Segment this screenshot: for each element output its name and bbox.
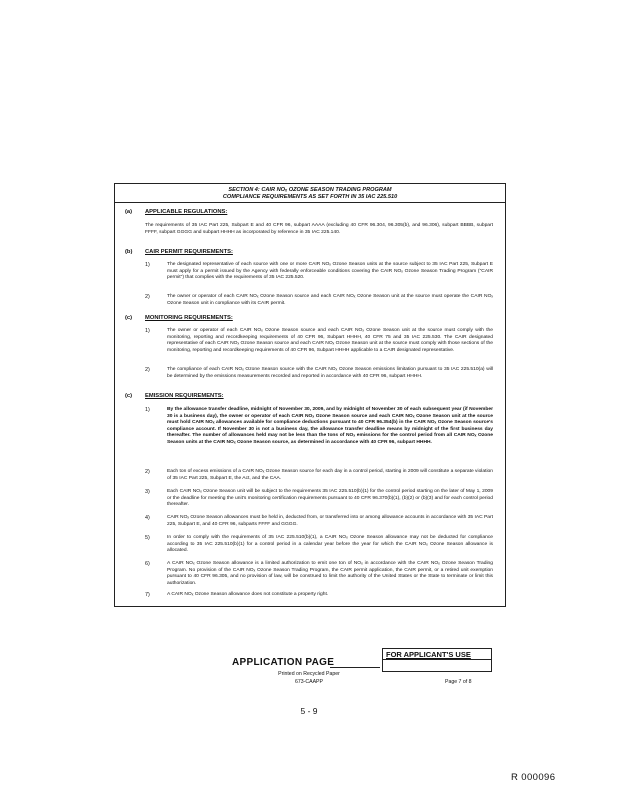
header-divider bbox=[115, 202, 505, 203]
section-b-item-2-text: The owner or operator of each CAIR NOₓ Ozone Season source and each CAIR NOₓ Ozone Season unit at the source must operate the CAIR NOₓ Ozone Season unit in compliance with its CAIR permit. bbox=[167, 294, 493, 306]
section-a-body: The requirements of 35 IAC Part 225, Subpart E and 40 CFR 96, subpart AAAA (excluding 40 CFR 96.304, 96.305(b), and 96.306), subpart BBBB, subpart FFFF, subpart GGGG and subpart HHHH as incorporated by reference in 35 IAC 225.140. bbox=[145, 223, 493, 235]
section-d-item-3-number: 3) bbox=[145, 489, 150, 495]
section-d-item-1-number: 1) bbox=[145, 407, 150, 413]
section-d-item-4-number: 4) bbox=[145, 515, 150, 521]
section-d-item-6-text: A CAIR NOₓ Ozone Season allowance is a limited authorization to emit one ton of NOₓ in accordance with the CAIR NOₓ Ozone Season Trading Program. No provision of the CAIR NOₓ Ozone Season Trading Program, the CAIR permit application, the CAIR permit, or a retired unit exemption pursuant to 40 CFR 96.305, and no provision of law, will be construed to limit the authority of the United States or the State to terminate or limit this authorization. bbox=[167, 561, 493, 586]
section-d-item-7-number: 7) bbox=[145, 592, 150, 598]
section-d-item-3-text: Each CAIR NOₓ Ozone Season unit will be subject to the requirements 35 IAC 225.510(b)(1) for the control period starting on the later of May 1, 2009 or the deadline for meeting the unit's monitoring certification requirements pursuant to 40 CFR 96.370(b)(1), (b)(2) or (b)(3) and for each control period thereafter. bbox=[167, 489, 493, 508]
section-c-title: MONITORING REQUIREMENTS: bbox=[145, 315, 233, 321]
page-of-label: Page 7 of 8 bbox=[445, 679, 472, 685]
section-a-title: APPLICABLE REGULATIONS: bbox=[145, 209, 228, 215]
section-c-item-2-number: 2) bbox=[145, 367, 150, 373]
for-applicants-use-label: FOR APPLICANT'S USE bbox=[386, 650, 471, 659]
application-page-label: APPLICATION PAGE bbox=[232, 657, 335, 668]
section-header-line1: SECTION 4: CAIR NOₓ OZONE SEASON TRADING PROGRAM bbox=[228, 187, 392, 193]
section-d-item-6-number: 6) bbox=[145, 561, 150, 567]
section-d-item-2-text: Each ton of excess emissions of a CAIR NOₓ Ozone Season source for each day in a control period, starting in 2009 will constitute a separate violation of 35 IAC Part 225, Subpart E, the Act, and the CAA. bbox=[167, 469, 493, 481]
section-d-item-2-number: 2) bbox=[145, 469, 150, 475]
section-d-item-1-text: By the allowance transfer deadline, midnight of November 30, 2009, and by midnight of November 30 of each subsequent year (if November 30 is a business day), the owner or operator of each CAIR NOₓ Ozone Season source and each CAIR NOₓ Ozone Season unit at the source must hold CAIR NOₓ allowances available for compliance deductions pursuant to 40 CFR 96.354(b) in the CAIR NOₓ Ozone Season source's compliance account. If November 30 is not a business day, the allowance transfer deadline means by midnight of the first business day thereafter. The number of allowances held may not be less than the tons of NOₓ emissions for the control period from all CAIR NOₓ Ozone Season units at the CAIR NOₓ Ozone Season source, as determined in accordance with 40 CFR 96, subpart HHHH. bbox=[167, 407, 493, 445]
section-c-item-1-text: The owner or operator of each CAIR NOₓ Ozone Season source and each CAIR NOₓ Ozone Season unit at the source must comply with the monitoring, reporting and recordkeeping requirements of 40 CFR 96, Subpart HHHH, 40 CFR 75 and 35 IAC 225.530. The CAIR designated representative of each CAIR NOₓ Ozone Season source and each CAIR NOₓ Ozone Season unit at the source must comply with those sections of the monitoring, reporting and recordkeeping requirements of 40 CFR 96, Subpart HHHH applicable to a CAIR designated representative. bbox=[167, 328, 493, 353]
form-code: 673-CAAPP bbox=[295, 679, 323, 685]
section-c-item-2-text: The compliance of each CAIR NOₓ Ozone Season source with the CAIR NOₓ Ozone Season emissions limitation pursuant to 35 IAC 225.510(a) will be determined by the emissions measurements recorded and reported in accordance with 40 CFR 96, subpart HHHH. bbox=[167, 367, 493, 379]
page-number: 5 - 9 bbox=[300, 706, 318, 716]
section-b-item-1-text: The designated representative of each source with one or more CAIR NOₓ Ozone Season units at the source subject to 35 IAC Part 225, Subpart E must apply for a permit issued by the Agency with federally enforceable conditions covering the CAIR NOₓ Ozone Season Trading Program ("CAIR permit") that complies with the requirements of 35 IAC 225.520. bbox=[167, 262, 493, 281]
compliance-requirements-box bbox=[114, 183, 506, 607]
section-header bbox=[115, 187, 505, 201]
section-b-item-1-number: 1) bbox=[145, 262, 150, 268]
section-header-line2: COMPLIANCE REQUIREMENTS AS SET FORTH IN 35 IAC 225.510 bbox=[222, 194, 398, 200]
section-d-title: EMISSION REQUIREMENTS: bbox=[145, 393, 224, 399]
section-c-letter: (c) bbox=[125, 315, 133, 321]
section-c-item-1-number: 1) bbox=[145, 328, 150, 334]
section-d-item-5-text: In order to comply with the requirements of 35 IAC 225.510(b)(1), a CAIR NOₓ Ozone Season allowance may not be deducted for compliance according to 35 IAC 225.510(b)(1) for a control period in a calendar year before the year for which the CAIR NOₓ Ozone Season allowance is allocated. bbox=[167, 535, 493, 554]
section-d-item-5-number: 5) bbox=[145, 535, 150, 541]
bates-number: R 000096 bbox=[511, 772, 556, 783]
section-d-item-4-text: CAIR NOₓ Ozone Season allowances must be held in, deducted from, or transferred into or among allowance accounts in accordance with 35 IAC Part 225, Subpart E, and 40 CFR 96, subparts FFFF and GGGG. bbox=[167, 515, 493, 527]
application-page-line bbox=[330, 667, 380, 668]
section-a-letter: (a) bbox=[125, 209, 133, 215]
section-b-title: CAIR PERMIT REQUIREMENTS: bbox=[145, 249, 233, 255]
for-applicants-use-box bbox=[382, 648, 492, 672]
section-d-item-7-text: A CAIR NOₓ Ozone Season allowance does not constitute a property right. bbox=[167, 592, 329, 597]
printed-on-recycled-paper: Printed on Recycled Paper bbox=[278, 671, 340, 677]
section-b-letter: (b) bbox=[125, 249, 133, 255]
section-d-letter: (c) bbox=[125, 393, 133, 399]
for-applicants-use-divider bbox=[383, 659, 491, 660]
section-b-item-2-number: 2) bbox=[145, 294, 150, 300]
